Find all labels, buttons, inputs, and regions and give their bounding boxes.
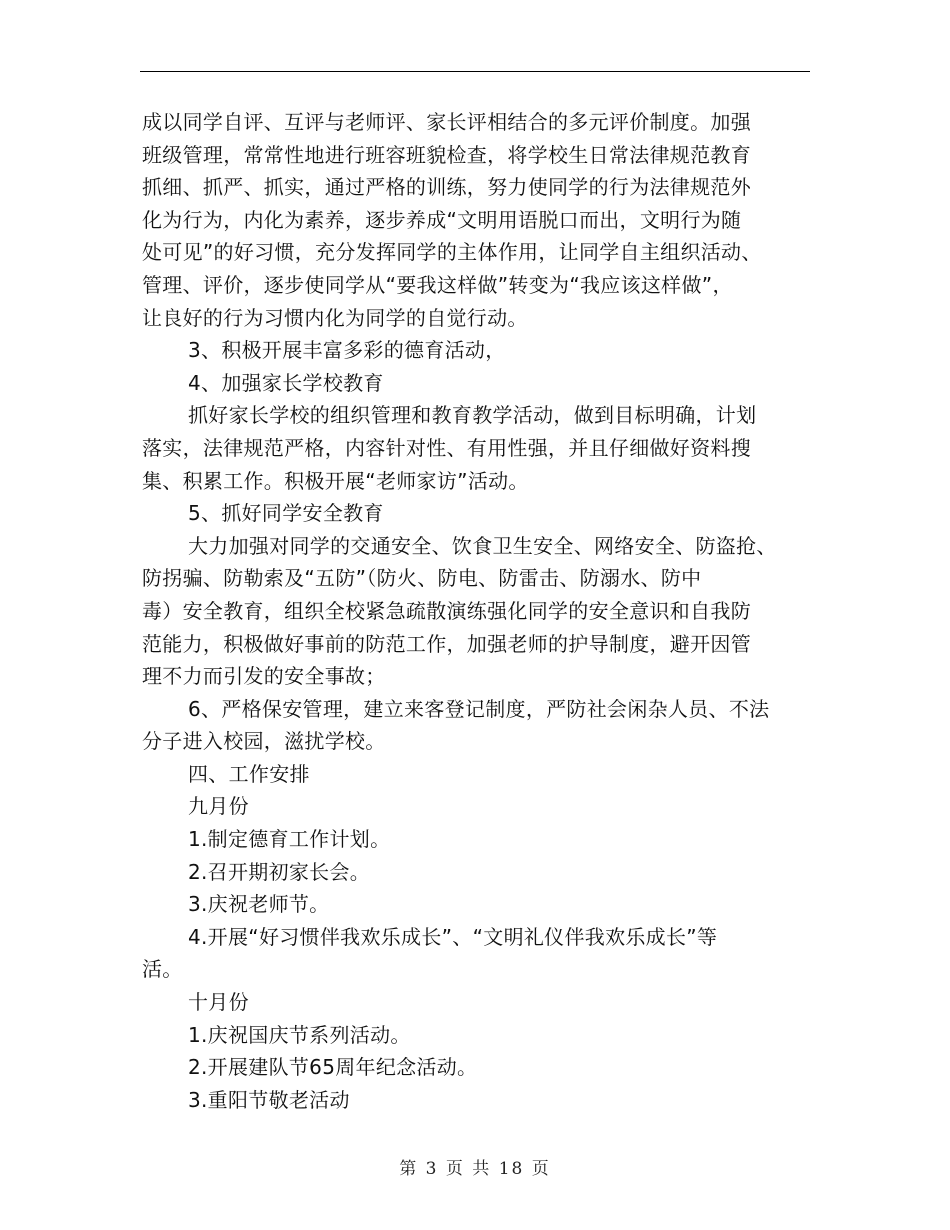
- text-line: 四、工作安排: [188, 761, 310, 786]
- text-line: 集、积累工作。积极开展“老师家访”活动。: [142, 468, 529, 493]
- text-line: 3、积极开展丰富多彩的德育活动，: [188, 338, 506, 363]
- text-line: 3.重阳节敬老活动: [188, 1087, 350, 1112]
- text-line: 班级管理，常常性地进行班容班貌检查，将学校生日常法律规范教育: [142, 142, 751, 167]
- header-rule: [140, 71, 810, 72]
- text-line: 2.开展建队节65周年纪念活动。: [188, 1055, 478, 1080]
- text-line: 3.庆祝老师节。: [188, 892, 330, 917]
- text-line: 理不力而引发的安全事故；: [142, 664, 386, 689]
- text-line: 化为行为，内化为素养，逐步养成“文明用语脱口而出，文明行为随: [142, 207, 742, 232]
- text-line: 大力加强对同学的交通安全、饮食卫生安全、网络安全、防盗抢、: [188, 533, 777, 558]
- text-line: 4.开展“好习惯伴我欢乐成长”、“文明礼仪伴我欢乐成长”等: [188, 924, 718, 949]
- text-line: 成以同学自评、互评与老师评、家长评相结合的多元评价制度。加强: [142, 110, 751, 134]
- text-line: 2.召开期初家长会。: [188, 859, 371, 884]
- text-line: 抓好家长学校的组织管理和教育教学活动，做到目标明确，计划: [188, 403, 757, 428]
- text-line: 1.庆祝国庆节系列活动。: [188, 1022, 411, 1047]
- text-line: 4、加强家长学校教育: [188, 370, 384, 395]
- text-line: 分子进入校园，滋扰学校。: [142, 729, 386, 754]
- text-line: 落实，法律规范严格，内容针对性、有用性强，并且仔细做好资料搜: [142, 435, 751, 460]
- text-line: 范能力，积极做好事前的防范工作，加强老师的护导制度，避开因管: [142, 631, 751, 656]
- page-number-footer: 第 3 页 共 18 页: [399, 1159, 551, 1179]
- text-line: 6、严格保安管理，建立来客登记制度，严防社会闲杂人员、不法: [188, 696, 770, 721]
- text-line: 让良好的行为习惯内化为同学的自觉行动。: [142, 305, 528, 330]
- text-line: 毒）安全教育，组织全校紧急疏散演练强化同学的安全意识和自我防: [142, 598, 751, 623]
- text-line: 管理、评价，逐步使同学从“要我这样做”转变为“我应该这样做”，: [142, 272, 733, 297]
- text-line: 十月份: [188, 990, 249, 1015]
- document-body: [142, 106, 814, 1116]
- text-line: 九月份: [188, 794, 249, 819]
- text-line: 活。: [142, 957, 183, 982]
- text-line: 处可见”的好习惯，充分发挥同学的主体作用，让同学自主组织活动、: [142, 240, 762, 265]
- text-line: 1.制定德育工作计划。: [188, 827, 391, 852]
- text-line: 5、抓好同学安全教育: [188, 501, 384, 526]
- text-line: 防拐骗、防勒索及“五防”（防火、防电、防雷击、防溺水、防中: [142, 566, 702, 591]
- text-line: 抓细、抓严、抓实，通过严格的训练，努力使同学的行为法律规范外: [142, 175, 751, 200]
